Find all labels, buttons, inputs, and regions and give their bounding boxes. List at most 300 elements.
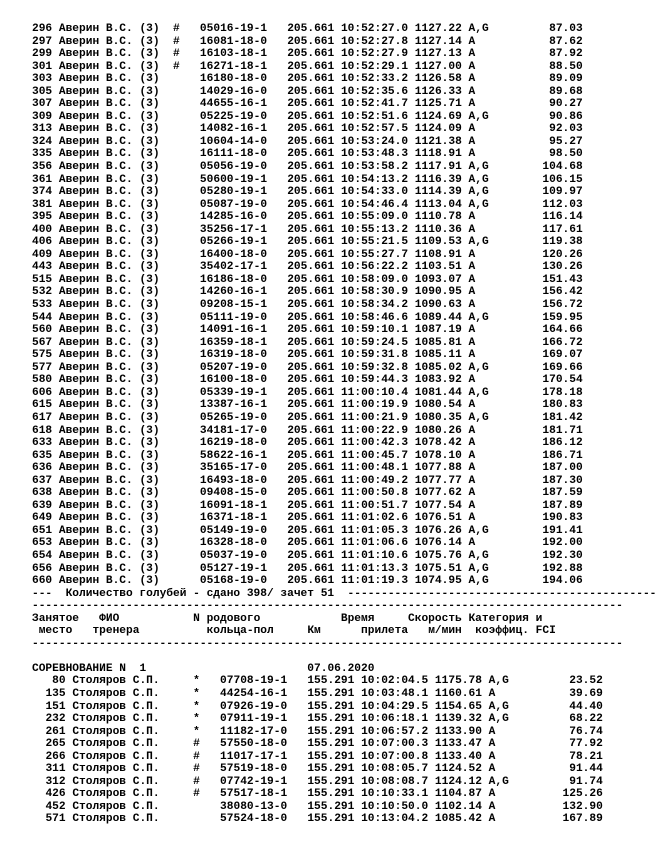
table-row [32, 687, 603, 701]
km-cell: 205.661 [287, 173, 335, 186]
trainer-cell: Аверин В.С. [58, 148, 133, 161]
team-cell: (3) [139, 386, 160, 399]
category-cell: A,G [468, 186, 489, 199]
ring-cell: 11182-17-0 [220, 725, 288, 738]
place-cell: 266 [45, 750, 66, 763]
trainer-cell: Аверин В.С. [58, 73, 133, 86]
speed-cell: 1085.11 [414, 349, 462, 362]
category-cell: A [488, 725, 509, 738]
team-cell: (3) [139, 487, 160, 500]
coef-cell: 90.27 [542, 98, 583, 111]
mark-cell [173, 399, 180, 411]
header-time: Время [340, 612, 375, 625]
table-row [32, 223, 583, 237]
category-cell: A [468, 499, 489, 512]
table-row [32, 336, 583, 350]
speed-cell: 1124.52 [434, 763, 482, 776]
trainer-cell: Аверин В.С. [58, 462, 133, 475]
place-cell: 305 [32, 85, 53, 98]
table-row [32, 186, 583, 199]
time-cell: 10:56:22.2 [340, 261, 409, 274]
time-cell: 10:04:29.5 [361, 700, 429, 713]
coef-cell: 89.09 [542, 73, 583, 86]
time-cell: 10:10:33.1 [361, 788, 429, 801]
speed-cell: 1087.19 [414, 324, 462, 337]
km-cell: 155.291 [307, 775, 355, 788]
separator-line: ---------------------------------------------------------------------------------------- [32, 637, 623, 650]
category-cell: A,G [468, 361, 489, 374]
trainer-cell: Аверин В.С. [58, 487, 133, 500]
team-cell: (3) [139, 173, 160, 186]
category-cell: A [468, 424, 489, 437]
table-row [32, 499, 583, 513]
speed-cell: 1133.90 [434, 725, 482, 738]
coef-cell: 192.00 [542, 537, 583, 550]
table-row [32, 236, 583, 249]
coef-cell: 109.97 [542, 186, 583, 199]
mark-cell [193, 813, 200, 825]
coef-cell: 68.22 [562, 713, 603, 726]
category-cell: A [468, 286, 489, 299]
ring-cell: 35165-17-0 [199, 462, 268, 475]
ring-cell: 05265-19-0 [199, 411, 268, 424]
ring-cell: 07742-19-1 [220, 775, 288, 788]
team-cell: (3) [139, 148, 160, 161]
speed-cell: 1154.65 [434, 700, 482, 713]
table-row [32, 411, 583, 425]
ring-cell: 05149-19-0 [199, 524, 268, 537]
mark-cell: # [193, 750, 200, 763]
mark-cell [173, 312, 180, 324]
table-row [32, 48, 583, 61]
header-place: место [38, 625, 73, 638]
trainer-cell: Аверин В.С. [58, 248, 133, 261]
km-cell: 155.291 [307, 750, 355, 763]
category-cell: A,G [468, 549, 489, 562]
ring-cell: 05016-19-1 [199, 23, 268, 35]
table-row [32, 524, 583, 538]
trainer-cell: Аверин В.С. [58, 123, 133, 136]
table-row [32, 23, 583, 36]
trainer-cell: Аверин В.С. [58, 311, 133, 324]
coef-cell: 116.14 [542, 211, 583, 224]
trainer-cell: Аверин В.С. [58, 411, 133, 424]
mark-cell [173, 525, 180, 537]
team-cell: (3) [139, 311, 160, 324]
km-cell: 205.661 [287, 85, 335, 98]
coef-cell: 156.42 [542, 286, 583, 299]
mark-cell [173, 450, 180, 462]
coef-cell: 180.83 [542, 399, 583, 412]
header-trainer: тренера [92, 625, 140, 638]
trainer-cell: Аверин В.С. [58, 549, 133, 562]
time-cell: 11:00:48.1 [340, 462, 409, 475]
ring-cell: 16103-18-1 [199, 48, 268, 61]
competition-title [32, 663, 572, 676]
team-cell: (3) [139, 186, 160, 199]
km-cell: 205.661 [287, 261, 335, 274]
place-cell: 636 [32, 462, 53, 475]
time-cell: 10:59:44.3 [340, 374, 409, 387]
time-cell: 11:00:22.9 [340, 424, 409, 437]
time-cell: 10:06:18.1 [361, 713, 429, 726]
coef-cell: 44.40 [562, 700, 603, 713]
ring-cell: 16091-18-1 [199, 499, 268, 512]
coef-cell: 170.54 [542, 374, 583, 387]
place-cell: 633 [32, 437, 53, 450]
category-cell: A [468, 273, 489, 286]
ring-cell: 14260-16-1 [199, 286, 268, 299]
trainer-cell: Аверин В.С. [58, 336, 133, 349]
category-cell: A [468, 211, 489, 224]
category-cell: A [468, 512, 489, 525]
time-cell: 10:13:04.2 [361, 813, 429, 826]
time-cell: 11:00:42.3 [340, 437, 409, 450]
km-cell: 205.661 [287, 562, 335, 575]
table-row [32, 575, 583, 588]
trainer-cell: Аверин В.С. [58, 23, 133, 35]
ring-cell: 35402-17-1 [199, 261, 268, 274]
header-ring-sex: кольца-пол [206, 625, 274, 638]
place-cell: 560 [32, 324, 53, 337]
place-cell: 617 [32, 411, 53, 424]
header-ring: N родового [193, 612, 261, 625]
mark-cell [173, 387, 180, 399]
time-cell: 11:00:19.9 [340, 399, 409, 412]
category-cell: A,G [468, 311, 489, 324]
category-cell: A [488, 750, 509, 763]
ring-cell: 09408-15-0 [199, 487, 268, 500]
km-cell: 205.661 [287, 110, 335, 123]
place-cell: 361 [32, 173, 53, 186]
place-cell: 313 [32, 123, 53, 136]
speed-cell: 1103.51 [414, 261, 462, 274]
mark-cell [173, 286, 180, 298]
mark-cell [173, 174, 180, 186]
time-cell: 11:00:51.7 [340, 499, 409, 512]
km-cell: 205.661 [287, 549, 335, 562]
table-row [32, 675, 603, 688]
place-cell: 309 [32, 110, 53, 123]
team-cell: (3) [139, 575, 160, 588]
ring-cell: 14029-16-0 [199, 85, 268, 98]
coef-cell: 178.18 [542, 386, 583, 399]
ring-cell: 57519-18-0 [220, 763, 288, 776]
section-1-results [32, 23, 583, 588]
table-row [32, 449, 583, 463]
time-cell: 10:58:09.0 [340, 273, 409, 286]
place-cell: 303 [32, 73, 53, 86]
mark-cell [173, 161, 180, 173]
km-cell: 205.661 [287, 537, 335, 550]
place-cell: 515 [32, 273, 53, 286]
trainer-cell: Аверин В.С. [58, 161, 133, 174]
km-cell: 205.661 [287, 148, 335, 161]
coef-cell: 125.26 [562, 788, 603, 801]
km-cell: 205.661 [287, 449, 335, 462]
ring-cell: 16319-18-0 [199, 349, 268, 362]
place-cell: 656 [32, 562, 53, 575]
table-row [32, 813, 603, 826]
place-cell: 356 [32, 161, 53, 174]
table-row [32, 437, 583, 450]
time-cell: 11:00:50.8 [340, 487, 409, 500]
team-cell: (3) [139, 286, 160, 299]
category-cell: A,G [488, 675, 509, 688]
trainer-cell: Аверин В.С. [58, 474, 133, 487]
coef-cell: 90.86 [542, 110, 583, 123]
team-cell: (3) [139, 374, 160, 387]
ring-cell: 05127-19-1 [199, 562, 268, 575]
speed-cell: 1127.14 [414, 35, 462, 48]
time-cell: 10:52:27.9 [340, 48, 409, 61]
team-cell: (3) [139, 73, 160, 86]
trainer-cell: Столяров С.П. [72, 775, 160, 788]
coef-cell: 117.61 [542, 223, 583, 236]
mark-cell [173, 500, 180, 512]
place-cell: 80 [45, 675, 66, 688]
place-cell: 265 [45, 738, 66, 751]
trainer-cell: Аверин В.С. [58, 198, 133, 211]
km-cell: 205.661 [287, 161, 335, 174]
trainer-cell: Столяров С.П. [72, 738, 160, 751]
category-cell: A,G [468, 110, 489, 123]
mark-cell [173, 86, 180, 98]
section-2-results [32, 675, 603, 826]
coef-cell: 92.03 [542, 123, 583, 136]
table-row [32, 311, 583, 325]
speed-cell: 1080.54 [414, 399, 462, 412]
place-cell: 649 [32, 512, 53, 525]
trainer-cell: Столяров С.П. [72, 750, 160, 763]
table-row [32, 537, 583, 550]
speed-cell: 1076.14 [414, 537, 462, 550]
time-cell: 10:54:33.0 [340, 186, 409, 199]
ring-cell: 05056-19-0 [199, 161, 268, 174]
place-cell: 426 [45, 788, 66, 801]
mark-cell: # [173, 23, 180, 35]
team-cell: (3) [139, 411, 160, 424]
header-fio: ФИО [99, 612, 120, 625]
place-cell: 311 [45, 763, 66, 776]
speed-cell: 1124.12 [434, 775, 482, 788]
km-cell: 155.291 [307, 738, 355, 751]
speed-cell: 1127.13 [414, 48, 462, 61]
ring-cell: 16493-18-0 [199, 474, 268, 487]
coef-cell: 181.42 [542, 411, 583, 424]
speed-cell: 1124.09 [414, 123, 462, 136]
category-cell: A,G [468, 161, 489, 174]
coef-cell: 104.68 [542, 161, 583, 174]
category-cell: A [488, 813, 509, 826]
time-cell: 10:03:48.1 [361, 687, 429, 700]
coef-cell: 181.71 [542, 424, 583, 437]
coef-cell: 39.69 [562, 687, 603, 700]
time-cell: 10:59:24.5 [340, 336, 409, 349]
speed-cell: 1078.42 [414, 437, 462, 450]
place-cell: 533 [32, 299, 53, 312]
time-cell: 10:59:32.8 [340, 361, 409, 374]
table-row [32, 135, 583, 149]
speed-cell: 1126.58 [414, 73, 462, 86]
place-cell: 261 [45, 725, 66, 738]
km-cell: 205.661 [287, 211, 335, 224]
competition-date: 07.06.2020 [307, 662, 375, 675]
team-cell: (3) [139, 499, 160, 512]
speed-cell: 1085.02 [414, 361, 462, 374]
mark-cell [173, 374, 180, 386]
table-row [32, 386, 583, 400]
place-cell: 606 [32, 386, 53, 399]
place-cell: 406 [32, 236, 53, 249]
trainer-cell: Аверин В.С. [58, 424, 133, 437]
team-cell: (3) [139, 273, 160, 286]
team-cell: (3) [139, 462, 160, 475]
speed-cell: 1102.14 [434, 800, 482, 813]
ring-cell: 07911-19-1 [220, 713, 288, 726]
table-row [32, 474, 583, 488]
header-km: Км [307, 625, 321, 638]
km-cell: 205.661 [287, 248, 335, 261]
coef-cell: 187.89 [542, 499, 583, 512]
category-cell: A [468, 437, 489, 450]
category-cell: A,G [468, 524, 489, 537]
coef-cell: 187.00 [542, 462, 583, 475]
team-cell: (3) [139, 537, 160, 550]
place-cell: 651 [32, 524, 53, 537]
table-row [32, 98, 583, 111]
place-cell: 654 [32, 549, 53, 562]
ring-cell: 58622-16-1 [199, 449, 268, 462]
coef-cell: 87.62 [542, 35, 583, 48]
time-cell: 10:58:46.6 [340, 311, 409, 324]
ring-cell: 14082-16-1 [199, 123, 268, 136]
category-cell: A,G [468, 198, 489, 211]
trainer-cell: Аверин В.С. [58, 236, 133, 249]
category-cell: A [468, 248, 489, 261]
speed-cell: 1139.32 [434, 713, 482, 726]
time-cell: 10:08:05.7 [361, 763, 429, 776]
time-cell: 10:54:13.2 [340, 173, 409, 186]
trainer-cell: Аверин В.С. [58, 98, 133, 111]
mark-cell [173, 563, 180, 575]
speed-cell: 1078.10 [414, 449, 462, 462]
table-row [32, 424, 583, 438]
trainer-cell: Аверин В.С. [58, 211, 133, 224]
table-row [32, 299, 583, 312]
coef-cell: 192.88 [542, 562, 583, 575]
speed-cell: 1077.88 [414, 462, 462, 475]
ring-cell: 05225-19-0 [199, 110, 268, 123]
ring-cell: 16371-18-1 [199, 512, 268, 525]
trainer-cell: Столяров С.П. [72, 763, 160, 776]
coef-cell: 78.21 [562, 750, 603, 763]
place-cell: 635 [32, 449, 53, 462]
km-cell: 205.661 [287, 223, 335, 236]
place-cell: 637 [32, 474, 53, 487]
place-cell: 297 [32, 35, 53, 48]
speed-cell: 1124.69 [414, 110, 462, 123]
coef-cell: 120.26 [542, 248, 583, 261]
table-row [32, 123, 583, 136]
trainer-cell: Аверин В.С. [58, 512, 133, 525]
coef-cell: 156.72 [542, 299, 583, 312]
speed-cell: 1077.54 [414, 499, 462, 512]
team-cell: (3) [139, 135, 160, 148]
speed-cell: 1090.63 [414, 299, 462, 312]
category-cell: A [468, 449, 489, 462]
table-row [32, 286, 583, 299]
coef-cell: 87.92 [542, 48, 583, 61]
mark-cell [173, 337, 180, 349]
category-cell: A,G [468, 173, 489, 186]
coef-cell: 95.27 [542, 135, 583, 148]
ring-cell: 05207-19-0 [199, 361, 268, 374]
trainer-cell: Аверин В.С. [58, 449, 133, 462]
ring-cell: 05280-19-1 [199, 186, 268, 199]
time-cell: 10:52:57.5 [340, 123, 409, 136]
trainer-cell: Столяров С.П. [72, 813, 160, 826]
table-row [32, 462, 583, 475]
trainer-cell: Аверин В.С. [58, 524, 133, 537]
ring-cell: 16100-18-0 [199, 374, 268, 387]
category-cell: A [488, 738, 509, 751]
speed-cell: 1126.33 [414, 85, 462, 98]
km-cell: 205.661 [287, 424, 335, 437]
team-cell: (3) [139, 512, 160, 525]
ring-cell: 05168-19-0 [199, 575, 268, 588]
coef-cell: 87.03 [542, 23, 583, 35]
km-cell: 205.661 [287, 499, 335, 512]
coef-cell: 186.12 [542, 437, 583, 450]
place-cell: 571 [45, 813, 66, 826]
ring-cell: 16219-18-0 [199, 437, 268, 450]
trainer-cell: Аверин В.С. [58, 110, 133, 123]
category-cell: A [468, 60, 489, 73]
table-row [32, 148, 583, 161]
header-category: Категория и [468, 612, 543, 625]
time-cell: 11:01:10.6 [340, 549, 409, 562]
coef-cell: 98.50 [542, 148, 583, 161]
speed-cell: 1125.71 [414, 98, 462, 111]
table-row [32, 161, 583, 174]
team-cell: (3) [139, 211, 160, 224]
trainer-cell: Аверин В.С. [58, 386, 133, 399]
time-cell: 10:52:41.7 [340, 98, 409, 111]
time-cell: 10:07:00.8 [361, 750, 429, 763]
speed-cell: 1074.95 [414, 575, 462, 588]
speed-cell: 1093.07 [414, 273, 462, 286]
table-row [32, 85, 583, 99]
category-cell: A,G [488, 775, 509, 788]
mark-cell [173, 437, 180, 449]
category-cell: A [468, 148, 489, 161]
category-cell: A [468, 48, 489, 61]
place-cell: 312 [45, 775, 66, 788]
time-cell: 11:01:05.3 [340, 524, 409, 537]
mark-cell [173, 550, 180, 562]
km-cell: 205.661 [287, 336, 335, 349]
speed-cell: 1118.91 [414, 148, 462, 161]
speed-cell: 1121.38 [414, 135, 462, 148]
category-cell: A [468, 135, 489, 148]
km-cell: 205.661 [287, 35, 335, 48]
speed-cell: 1117.91 [414, 161, 462, 174]
team-cell: (3) [139, 236, 160, 249]
ring-cell: 38080-13-0 [220, 800, 288, 813]
summary-text: Количество голубей - сдано 398/ зачет 51 [65, 587, 335, 600]
table-row [32, 512, 583, 525]
